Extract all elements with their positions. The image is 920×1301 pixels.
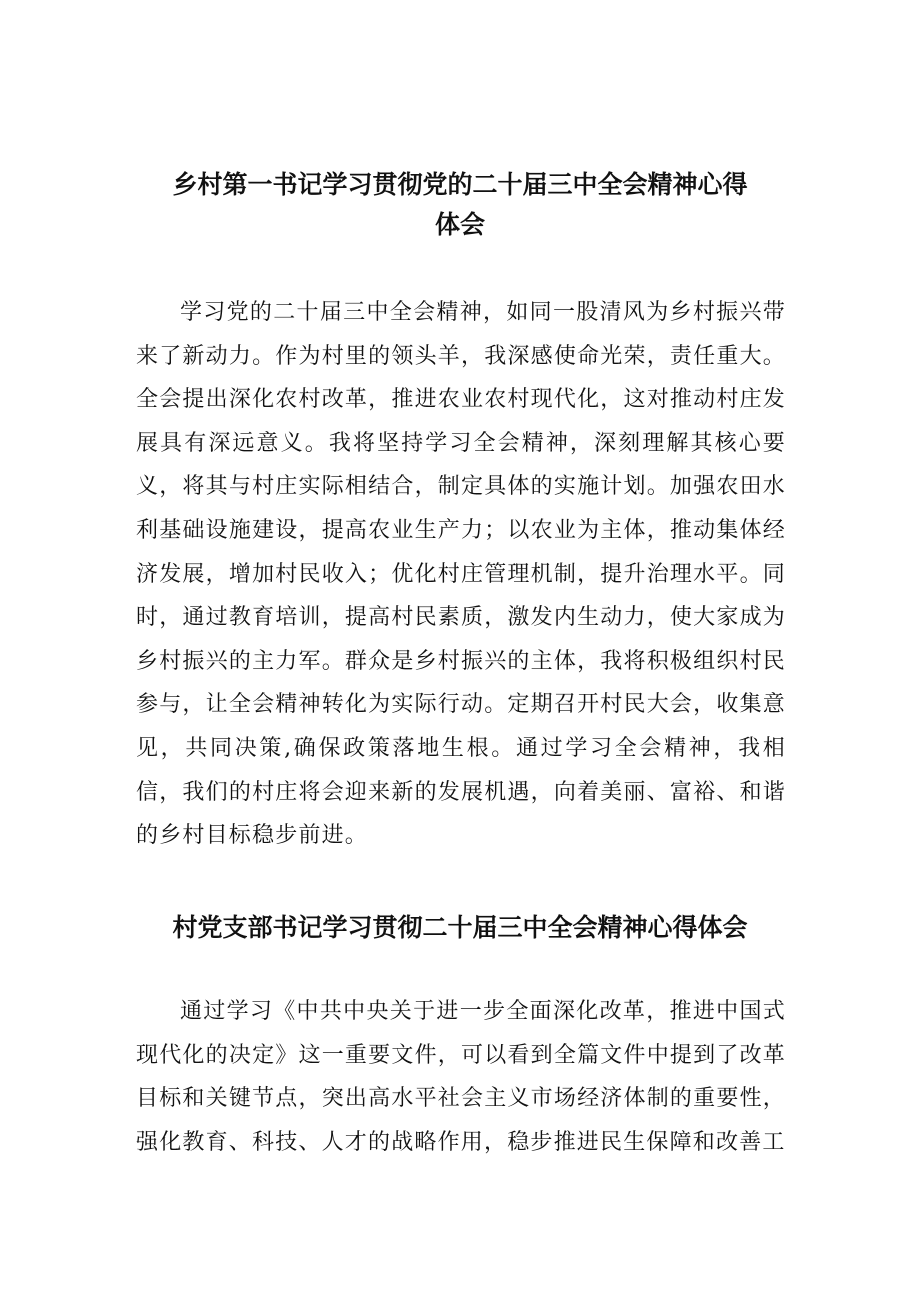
section-1-body: 学习党的二十届三中全会精神，如同一股清风为乡村振兴带来了新动力。作为村里的领头羊，我深感使命光荣，责任重大。全会提出深化农村改革，推进农业农村现代化，这对推动村庄发展具有深远意义。我将坚持学习全会精神，深刻理解其核心要义，将其与村庄实际相结合，制定具体的实施计划。加强农田水利基础设施建设，提高农业生产力；以农业为主体，推动集体经济发展，增加村民收入；优化村庄管理机制，提升治理水平。同时，通过教育培训，提高村民素质，激发内生动力，使大家成为乡村振兴的主力军。群众是乡村振兴的主体，我将积极组织村民参与，让全会精神转化为实际行动。定期召开村民大会，收集意见，共同决策,确保政策落地生根。通过学习全会精神，我相信，我们的村庄将会迎来新的发展机遇，向着美丽、富裕、和谐的乡村目标稳步前进。 — [136, 300, 786, 849]
section-2-title-line-1: 村党支部书记学习贯彻二十届三中全会精神心得体会 — [172, 913, 748, 942]
section-1-title-line-1: 乡村第一书记学习贯彻党的二十届三中全会精神心得 — [172, 170, 748, 199]
section-2-body: 通过学习《中共中央关于进一步全面深化改革，推进中国式现代化的决定》这一重要文件，可以看到全篇文件中提到了改革目标和关键节点，突出高水平社会主义市场经济体制的重要性，强化教育、科技、人才的战略作用，稳步推进民生保障和改善工 — [136, 999, 786, 1155]
section-1-title — [150, 165, 770, 245]
section-1-title-line-2: 体会 — [434, 210, 485, 239]
section-2-title — [150, 908, 770, 948]
